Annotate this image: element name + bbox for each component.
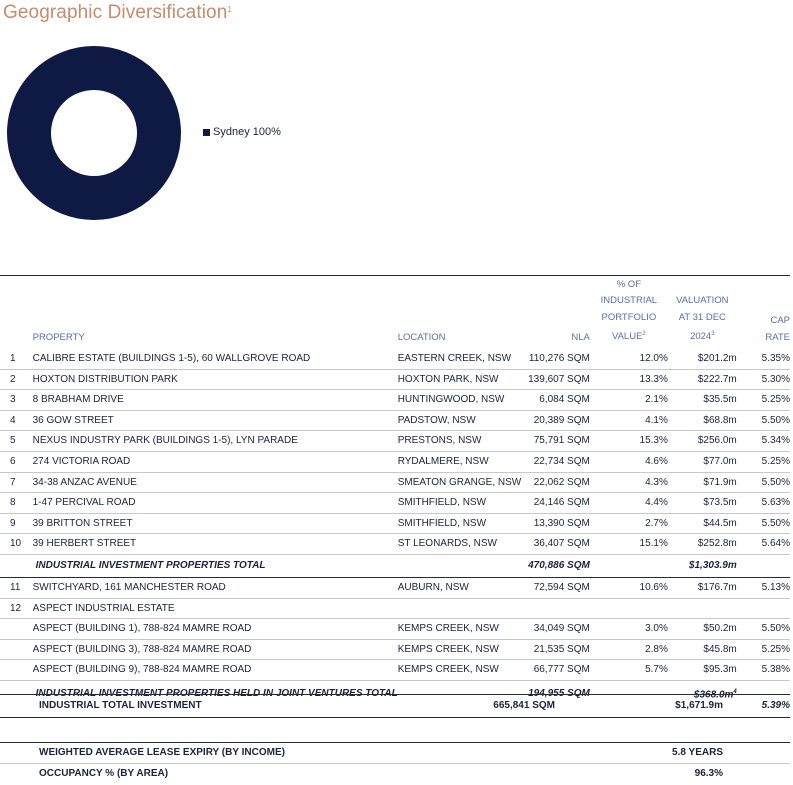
header-cap-rate: CAP RATE	[765, 315, 790, 343]
header-nla: NLA	[571, 331, 590, 343]
table-row: 1 CALIBRE ESTATE (BUILDINGS 1-5), 60 WALLGROVE ROAD EASTERN CREEK, NSW 110,276 SQM 12.0% $201.2m 5.35%	[0, 349, 790, 369]
summary-table	[0, 742, 790, 784]
table-row: 5 NEXUS INDUSTRY PARK (BUILDINGS 1-5), LYN PARADE PRESTONS, NSW 75,791 SQM 15.3% $256.0m 5.34%	[0, 431, 790, 452]
header-valuation: VALUATION AT 31 DEC 2024$^3$	[676, 295, 729, 343]
header-location: LOCATION	[397, 331, 446, 343]
occupancy-row: OCCUPANCY % (BY AREA) 96.3%	[39, 768, 723, 779]
table-row: 10 39 HERBERT STREET ST LEONARDS, NSW 36,407 SQM 15.1% $252.8m 5.64%	[0, 534, 790, 555]
table-row: ASPECT (BUILDING 3), 788-824 MAMRE ROAD KEMPS CREEK, NSW 21,535 SQM 2.8% $45.8m 5.25%	[0, 639, 790, 660]
table-row: 7 34-38 ANZAC AVENUE SMEATON GRANGE, NSW 22,062 SQM 4.3% $71.9m 5.50%	[0, 472, 790, 493]
header-portfolio-value: % OF INDUSTRIAL PORTFOLIO VALUE$^2$	[600, 278, 658, 343]
page-title: Geographic Diversification$^1$	[3, 2, 232, 23]
total-table	[0, 694, 790, 718]
donut-legend	[203, 126, 281, 138]
subtotal-row: INDUSTRIAL INVESTMENT PROPERTIES TOTAL 470,886 SQM $1,303.9m	[35, 559, 737, 571]
total-row: INDUSTRIAL TOTAL INVESTMENT 665,841 SQM $1,671.9m 5.39%	[39, 700, 790, 711]
table-row: 4 36 GOW STREET PADSTOW, NSW 20,389 SQM 4.1% $68.8m 5.50%	[0, 410, 790, 431]
table-row: 6 274 VICTORIA ROAD RYDALMERE, NSW 22,734 SQM 4.6% $77.0m 5.25%	[0, 451, 790, 472]
table-row: ASPECT (BUILDING 9), 788-824 MAMRE ROAD KEMPS CREEK, NSW 66,777 SQM 5.7% $95.3m 5.38%	[0, 660, 790, 681]
table-header	[0, 276, 790, 350]
table-row: 3 8 BRABHAM DRIVE HUNTINGWOOD, NSW 6,084 SQM 2.1% $35.5m 5.25%	[0, 390, 790, 411]
jv-subtotal-row: INDUSTRIAL INVESTMENT PROPERTIES HELD IN JOINT VENTURES TOTAL 194,955 SQM $\$368.0m^4$	[35, 687, 737, 701]
table-row: 8 1-47 PERCIVAL ROAD SMITHFIELD, NSW 24,146 SQM 4.4% $73.5m 5.63%	[0, 493, 790, 514]
table-row: 9 39 BRITTON STREET SMITHFIELD, NSW 13,390 SQM 2.7% $44.5m 5.50%	[0, 513, 790, 534]
table-row: 2 HOXTON DISTRIBUTION PARK HOXTON PARK, NSW 139,607 SQM 13.3% $222.7m 5.30%	[0, 369, 790, 390]
table-row: 12 ASPECT INDUSTRIAL ESTATE	[0, 598, 790, 619]
donut-chart	[7, 46, 181, 220]
property-table	[0, 275, 790, 706]
donut-segment-sydney	[29, 68, 159, 198]
table-row: 11 SWITCHYARD, 161 MANCHESTER ROAD AUBURN, NSW 72,594 SQM 10.6% $176.7m 5.13%	[0, 577, 790, 598]
wale-row: WEIGHTED AVERAGE LEASE EXPIRY (BY INCOME) 5.8 YEARS	[0, 743, 790, 764]
legend-swatch	[203, 129, 210, 136]
table-row: ASPECT (BUILDING 1), 788-824 MAMRE ROAD KEMPS CREEK, NSW 34,049 SQM 3.0% $50.2m 5.50%	[0, 619, 790, 640]
header-property: PROPERTY	[32, 331, 85, 343]
legend-label: Sydney 100%	[213, 126, 281, 138]
